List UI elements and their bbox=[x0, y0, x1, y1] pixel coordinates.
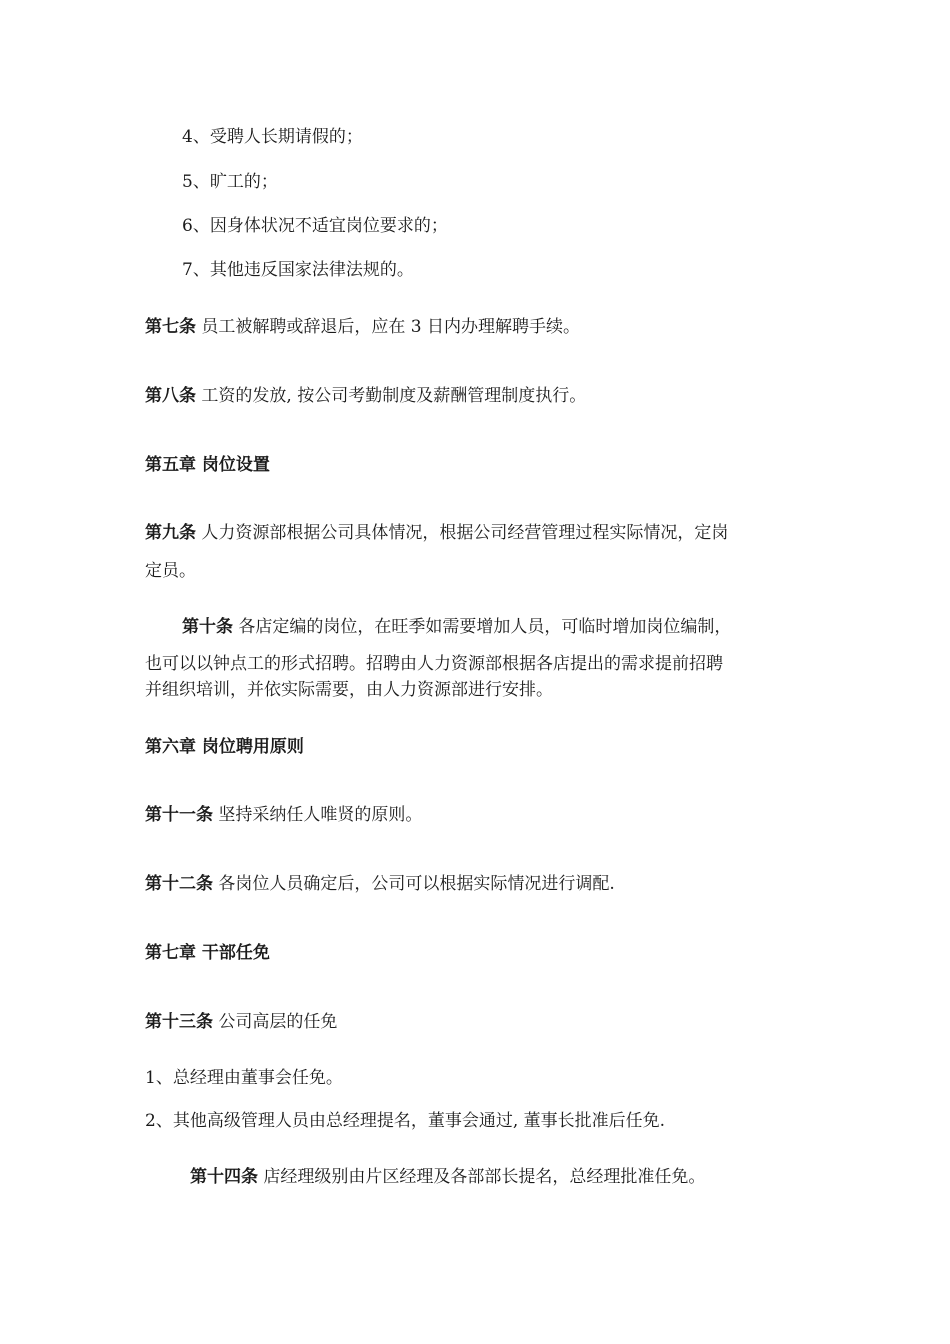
article-13-label: 第十三条 bbox=[145, 1012, 213, 1032]
article-9 bbox=[145, 521, 815, 545]
article-8-text: 工资的发放, 按公司考勤制度及薪酬管理制度执行。 bbox=[196, 386, 587, 406]
article-14-label: 第十四条 bbox=[190, 1167, 258, 1187]
article-13-item-1: 1、总经理由董事会任免。 bbox=[145, 1068, 343, 1088]
chapter-7-heading: 第七章 干部任免 bbox=[145, 943, 270, 963]
article-13 bbox=[145, 1010, 815, 1034]
article-7-label: 第七条 bbox=[145, 317, 196, 337]
article-12-label: 第十二条 bbox=[145, 874, 213, 894]
article-8-label: 第八条 bbox=[145, 386, 196, 406]
list-item-5: 5、旷工的； bbox=[182, 172, 278, 192]
article-11 bbox=[145, 803, 815, 827]
article-10-continuation-2: 并组织培训，并依实际需要，由人力资源部进行安排。 bbox=[145, 680, 553, 700]
article-10-continuation-1: 也可以以钟点工的形式招聘。招聘由人力资源部根据各店提出的需求提前招聘 bbox=[145, 654, 723, 674]
article-10-label: 第十条 bbox=[182, 617, 233, 637]
list-item-7: 7、其他违反国家法律法规的。 bbox=[182, 260, 414, 280]
article-7 bbox=[145, 315, 815, 339]
list-item-6: 6、因身体状况不适宜岗位要求的； bbox=[182, 216, 448, 236]
chapter-5-heading: 第五章 岗位设置 bbox=[145, 455, 270, 475]
article-11-text: 坚持采纳任人唯贤的原则。 bbox=[213, 805, 423, 825]
article-13-text: 公司高层的任免 bbox=[213, 1012, 338, 1032]
article-9-continuation: 定员。 bbox=[145, 561, 196, 581]
article-9-text: 人力资源部根据公司具体情况，根据公司经营管理过程实际情况，定岗 bbox=[196, 523, 729, 543]
chapter-6-heading: 第六章 岗位聘用原则 bbox=[145, 737, 304, 757]
article-12-text: 各岗位人员确定后，公司可以根据实际情况进行调配. bbox=[213, 874, 615, 894]
article-14 bbox=[190, 1165, 860, 1189]
article-11-label: 第十一条 bbox=[145, 805, 213, 825]
article-8 bbox=[145, 384, 815, 408]
article-10 bbox=[182, 615, 852, 639]
article-10-text: 各店定编的岗位，在旺季如需要增加人员，可临时增加岗位编制， bbox=[233, 617, 732, 637]
article-12 bbox=[145, 872, 815, 896]
list-item-4: 4、受聘人长期请假的； bbox=[182, 127, 363, 147]
article-9-label: 第九条 bbox=[145, 523, 196, 543]
article-13-item-2: 2、其他高级管理人员由总经理提名，董事会通过, 董事长批准后任免. bbox=[145, 1111, 666, 1131]
article-14-text: 店经理级别由片区经理及各部部长提名，总经理批准任免。 bbox=[258, 1167, 706, 1187]
article-7-text: 员工被解聘或辞退后，应在 3 日内办理解聘手续。 bbox=[196, 317, 581, 337]
